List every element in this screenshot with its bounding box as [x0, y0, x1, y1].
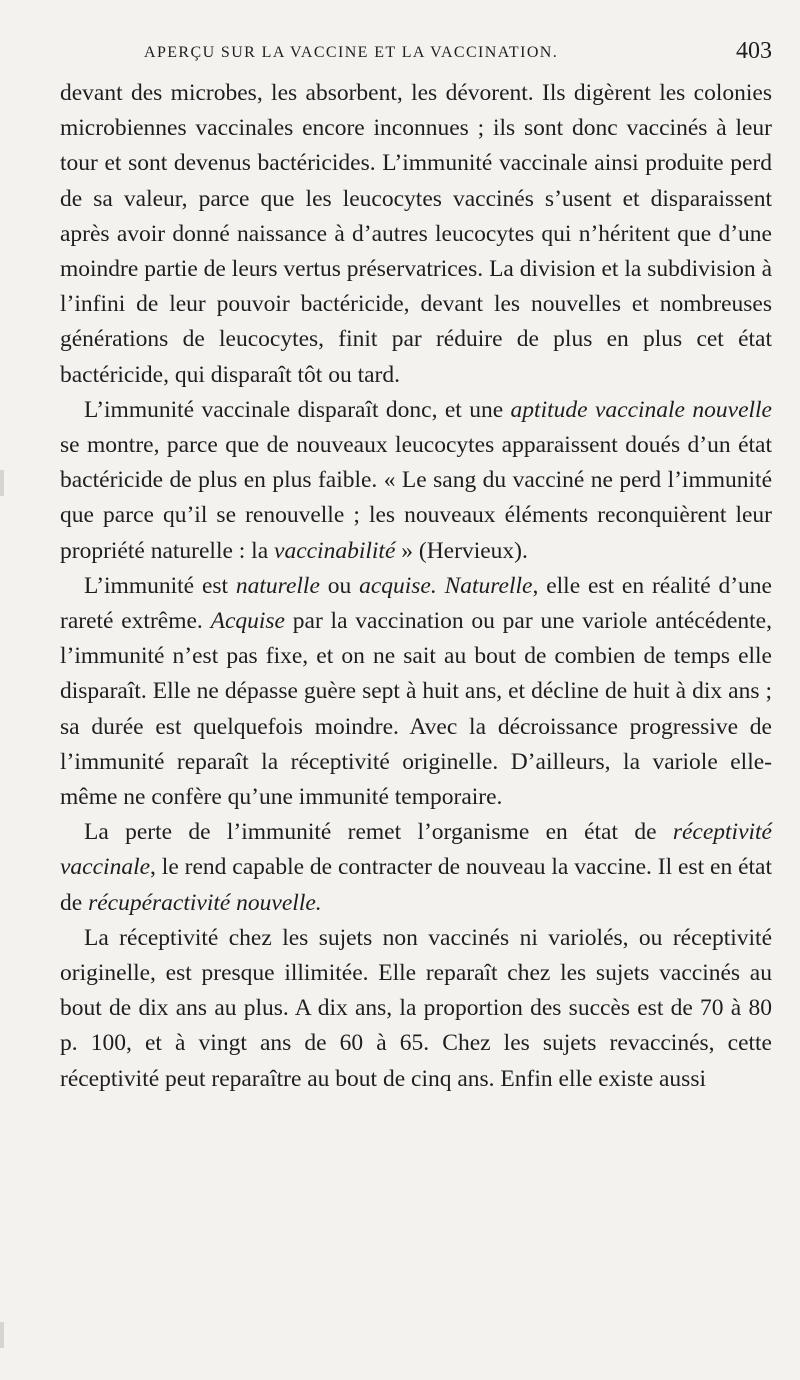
- paragraph-2-text-c: » (Hervieux).: [395, 537, 528, 564]
- scan-edge-mark: [0, 470, 4, 496]
- paragraph-4: [60, 815, 772, 921]
- scan-edge-mark: [0, 1322, 4, 1348]
- paragraph-3-italic-a: naturelle: [235, 572, 320, 599]
- paragraph-3-text-d: par la vaccination ou par une variole antécédente, l’immunité n’est pas fixe, et on ne sait au bout de combien de temps elle disparaît. Elle ne dépasse guère sept à huit ans, et décline de huit à dix ans ; sa durée est quelquefois moindre. Avec la décroissance progressive de l’immunité reparaît la réceptivité originelle. D’ailleurs, la variole elle-même ne confère qu’une immunité temporaire.: [60, 608, 772, 811]
- paragraph-3-italic-c: Acquise: [210, 608, 285, 635]
- body-text: [60, 76, 772, 1097]
- paragraph-3-text-a: L’immunité est: [84, 572, 236, 599]
- paragraph-3-italic-b: acquise. Naturelle: [359, 572, 533, 599]
- paragraph-4-italic-a: réceptivité vaccinale: [60, 819, 772, 881]
- paragraph-3-text-b: ou: [319, 572, 360, 599]
- paragraph-5: [60, 921, 772, 1097]
- paragraph-1-text: devant des microbes, les absorbent, les dévorent. Ils digèrent les colonies microbiennes vaccinales encore inconnues ; ils sont donc vaccinés à leur tour et sont devenus bactéricides. L’immunité vaccinale ainsi produite perd de sa valeur, parce que les leucocytes vaccinés s’usent et disparaissent après avoir donné naissance à d’autres leucocytes qui n’héritent que d’une moindre partie de leurs vertus préservatrices. La division et la subdivision à l’infini de leur pouvoir bactéricide, devant les nouvelles et nombreuses générations de leucocytes, finit par réduire de plus en plus cet état bactéricide, qui disparaît tôt ou tard.: [60, 80, 772, 388]
- paragraph-2-text-a: L’immunité vaccinale disparaît donc, et une: [84, 396, 511, 423]
- running-head-title: APERÇU SUR LA VACCINE ET LA VACCINATION.: [144, 44, 559, 61]
- running-head: [60, 38, 772, 72]
- paragraph-2: [60, 393, 772, 569]
- paragraph-4-text-a: La perte de l’immunité remet l’organisme en état de: [84, 819, 673, 846]
- paragraph-3: [60, 569, 772, 815]
- paragraph-2-italic-a: aptitude vaccinale nouvelle: [510, 396, 772, 423]
- page-number: 403: [736, 38, 772, 64]
- paragraph-1: [60, 76, 772, 393]
- paragraph-4-italic-b: récupéractivité nouvelle.: [88, 889, 322, 916]
- paragraph-2-text-b: se montre, parce que de nouveaux leucocytes apparaissent doués d’un état bactéricide de plus en plus faible. « Le sang du vacciné ne perd l’immunité que parce qu’il se renouvelle ; les nouveaux éléments reconquièrent leur propriété naturelle : la: [60, 432, 772, 564]
- paragraph-5-text: La réceptivité chez les sujets non vaccinés ni variolés, ou réceptivité originelle, est presque illimitée. Elle reparaît chez les sujets vaccinés au bout de dix ans au plus. A dix ans, la proportion des succès est de 70 à 80 p. 100, et à vingt ans de 60 à 65. Chez les sujets revaccinés, cette réceptivité peut reparaître au bout de cinq ans. Enfin elle existe aussi: [60, 924, 772, 1092]
- paragraph-4-text-b: , le rend capable de contracter de nouveau la vaccine. Il est en état de: [60, 854, 772, 916]
- paragraph-2-italic-b: vaccinabilité: [274, 537, 396, 564]
- paragraph-3-text-c: , elle est en réalité d’une rareté extrême.: [60, 572, 772, 635]
